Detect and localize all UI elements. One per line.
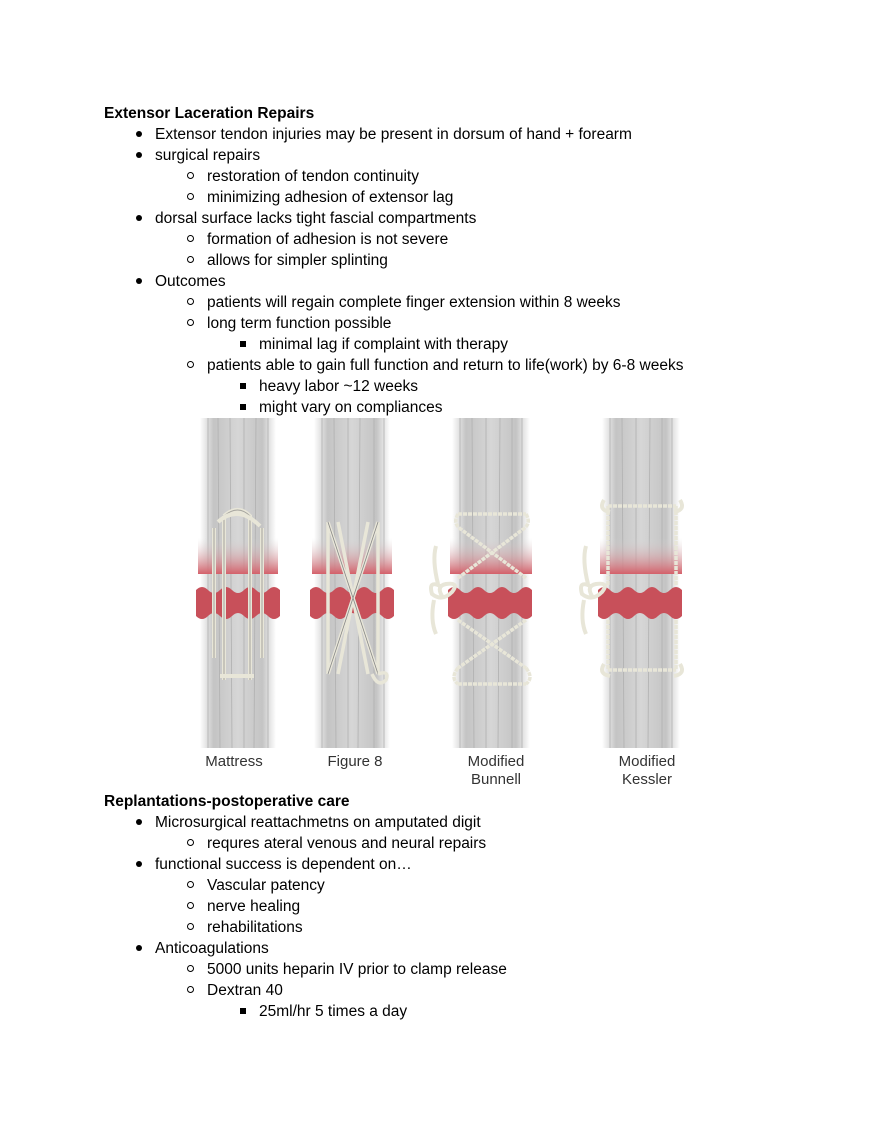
list-item: Anticoagulations — [155, 940, 269, 957]
list-item: Outcomes — [155, 273, 226, 290]
list-item: dorsal surface lacks tight fascial compartments — [155, 210, 477, 227]
list-item: requres ateral venous and neural repairs — [207, 835, 487, 852]
figure-label-kessler-1: Modified — [618, 753, 676, 770]
list-item: formation of adhesion is not severe — [207, 231, 449, 248]
list-item: Dextran 40 — [207, 982, 283, 999]
figure-label-kessler-2: Kessler — [621, 771, 673, 788]
list-item: rehabilitations — [207, 919, 303, 936]
list-item: patients will regain complete finger extension within 8 weeks — [207, 294, 621, 311]
figure-label-bunnell-1: Modified — [467, 753, 525, 770]
list-item: Microsurgical reattachmetns on amputated digit — [155, 814, 481, 831]
bunnell-repair-illustration — [431, 418, 532, 748]
list-item: minimal lag if complaint with therapy — [259, 336, 508, 353]
list-item: might vary on compliances — [259, 399, 443, 416]
section-heading-replantations: Replantations-postoperative care — [104, 793, 350, 810]
figure-label-bunnell-2: Bunnell — [470, 771, 522, 788]
list-item: Vascular patency — [207, 877, 325, 894]
list-item: restoration of tendon continuity — [207, 168, 419, 185]
list-item: allows for simpler splinting — [207, 252, 388, 269]
list-item: functional success is dependent on… — [155, 856, 412, 873]
figure-label-figure8: Figure 8 — [327, 753, 383, 770]
list-item: long term function possible — [207, 315, 392, 332]
figure-label-mattress: Mattress — [205, 753, 263, 770]
kessler-repair-illustration — [581, 418, 682, 748]
list-item: patients able to gain full function and return to life(work) by 6-8 weeks — [207, 357, 684, 374]
list-item: minimizing adhesion of extensor lag — [207, 189, 454, 206]
figure8-repair-illustration — [310, 418, 394, 748]
list-item: 25ml/hr 5 times a day — [259, 1003, 408, 1020]
list-item: surgical repairs — [155, 147, 261, 164]
section-heading-extensor: Extensor Laceration Repairs — [104, 105, 315, 122]
list-item: Extensor tendon injuries may be present in dorsum of hand + forearm — [155, 126, 632, 143]
list-item: heavy labor ~12 weeks — [259, 378, 418, 395]
list-item: nerve healing — [207, 898, 301, 915]
list-item: 5000 units heparin IV prior to clamp release — [207, 961, 507, 978]
tendon-repair-figure — [190, 418, 700, 790]
mattress-repair-illustration — [196, 418, 280, 748]
